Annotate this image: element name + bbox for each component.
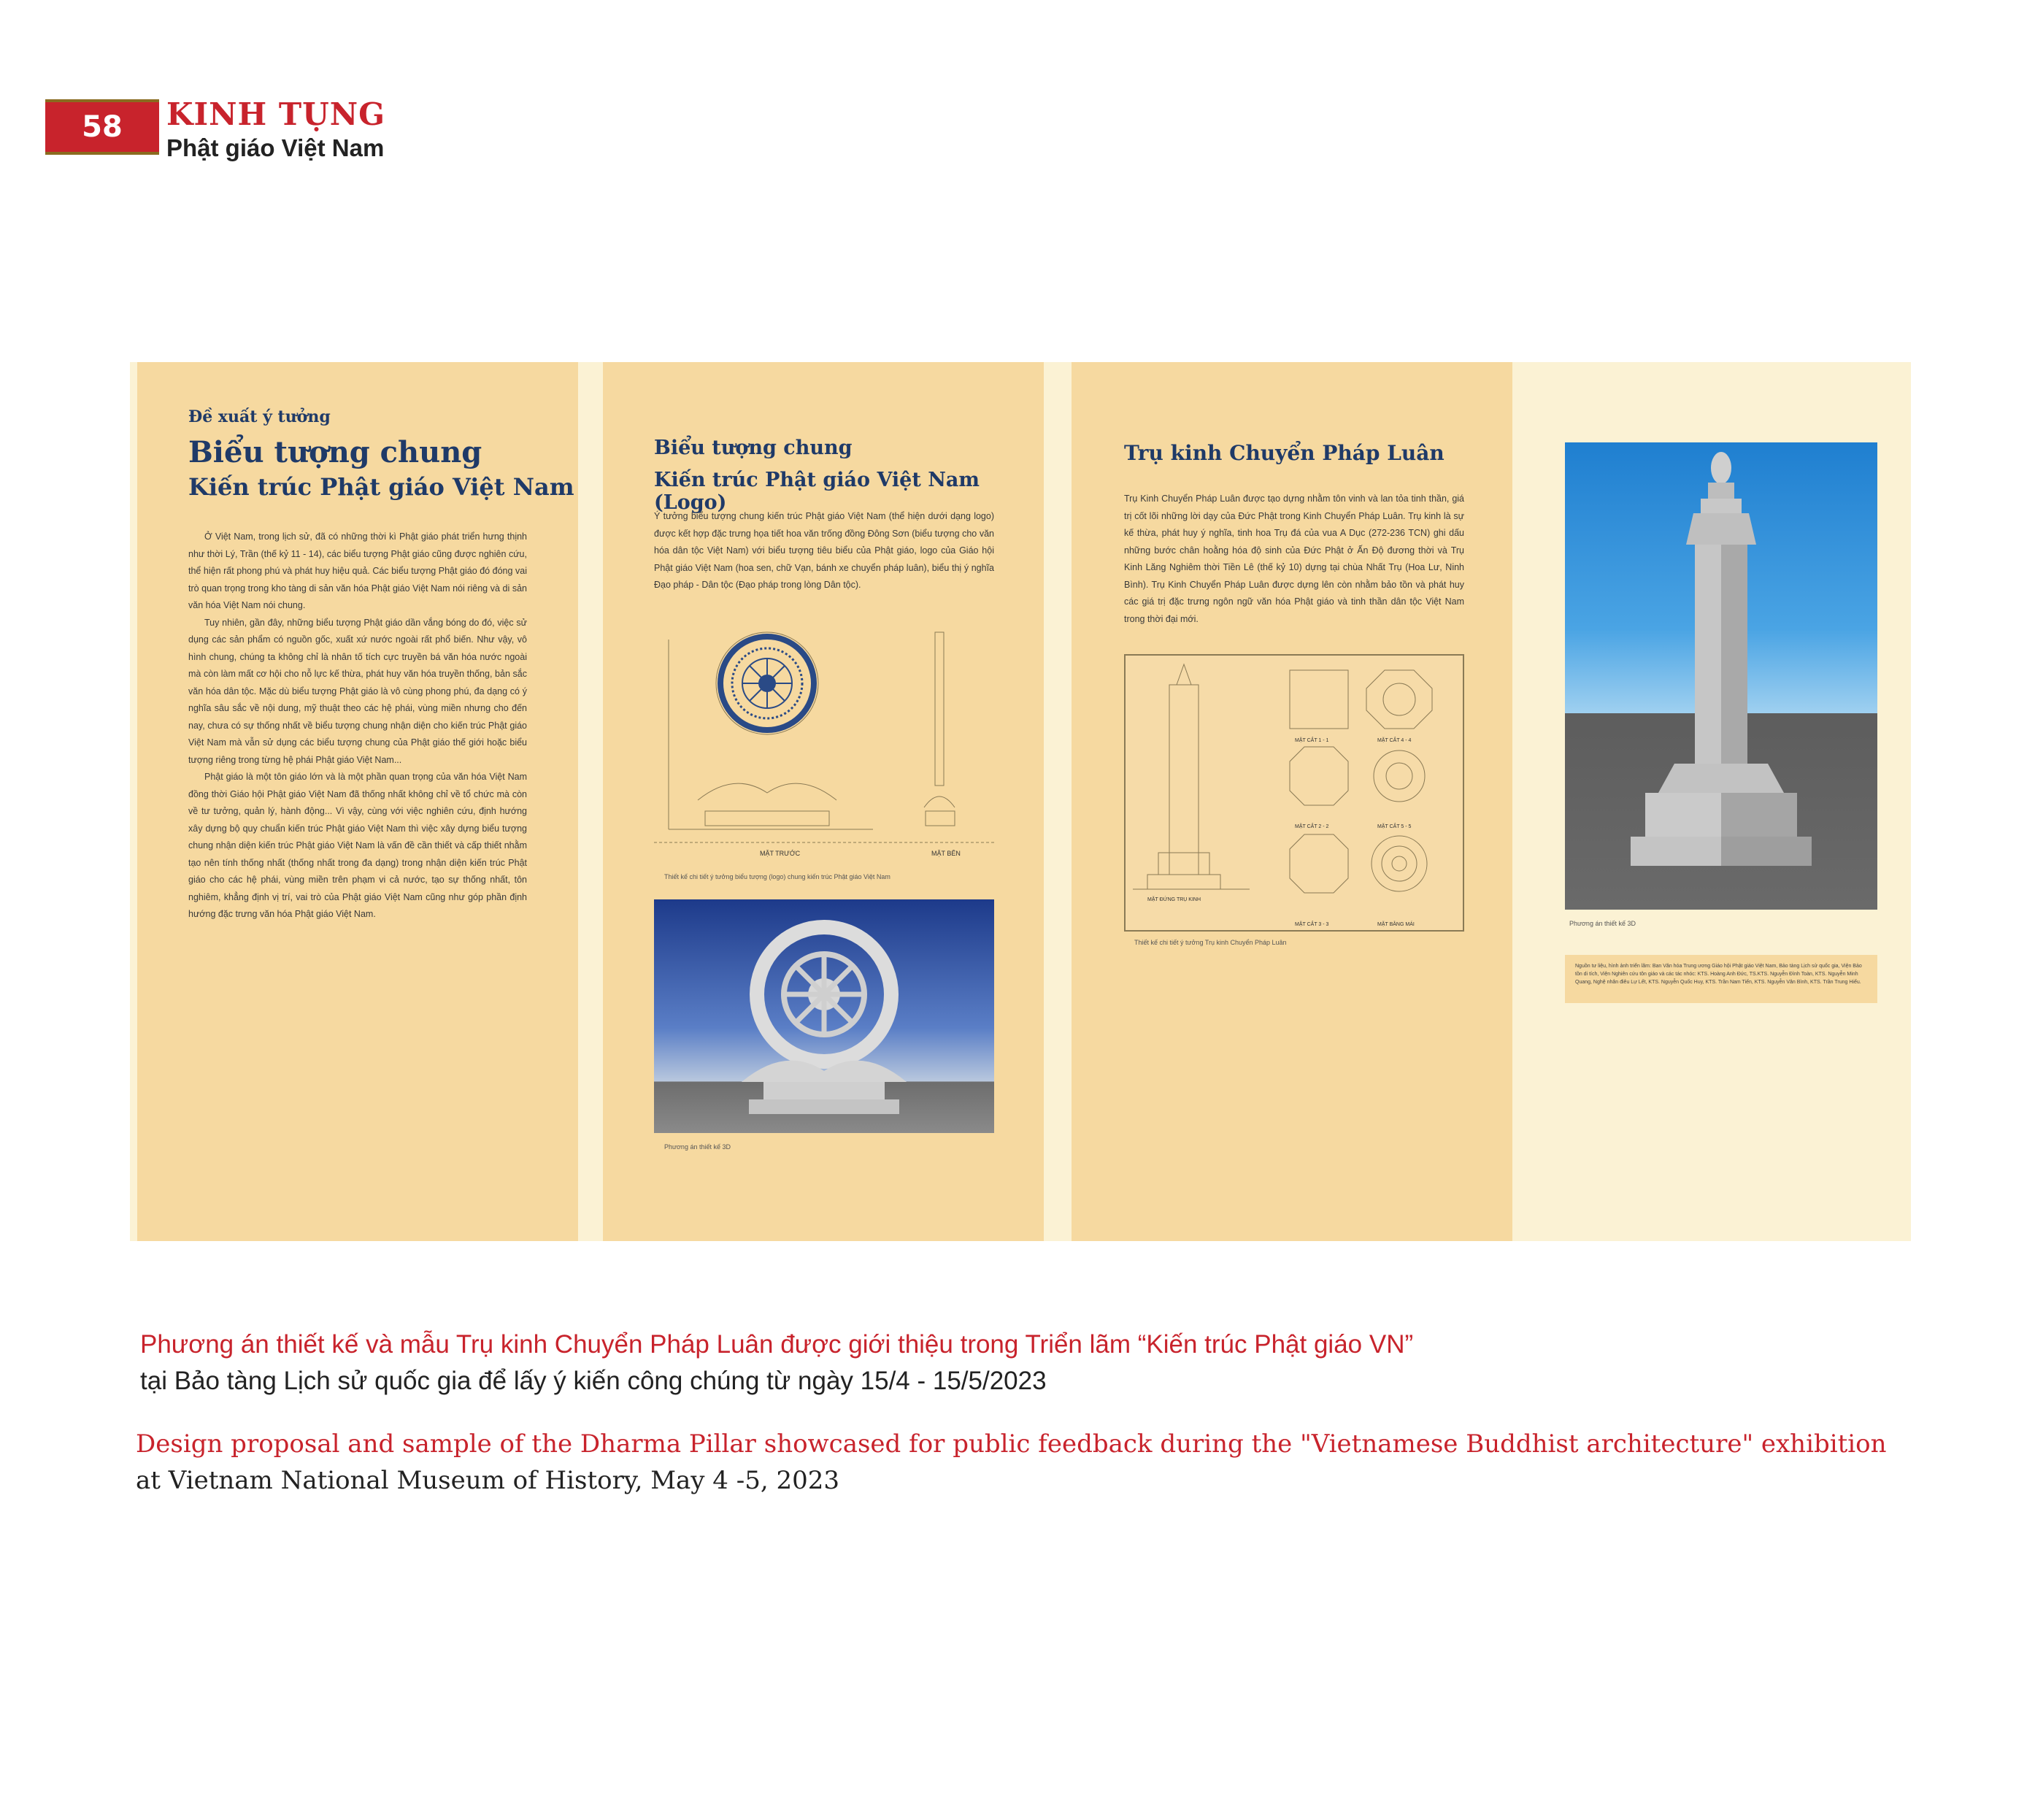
pillar-technical-drawing — [1124, 654, 1464, 932]
pillar-drawing-caption: Thiết kế chi tiết ý tưởng Trụ kinh Chuyển Pháp Luân — [1134, 939, 1287, 946]
logo-render-caption: Phương án thiết kế 3D — [664, 1143, 731, 1151]
front-view-label: MẶT TRƯỚC — [760, 850, 801, 857]
pillar-3d-render — [1565, 442, 1877, 910]
magazine-title: KINH TỤNG — [166, 96, 385, 132]
panel-symbol-proposal — [137, 362, 578, 1241]
caption-vietnamese-line2: tại Bảo tàng Lịch sử quốc gia để lấy ý kiến công chúng từ ngày 15/4 - 15/5/2023 — [140, 1367, 1047, 1395]
dharma-wheel-sculpture — [654, 899, 994, 1133]
panel2-body: Ý tưởng biểu tượng chung kiến trúc Phật giáo Việt Nam (thể hiện dưới dạng logo) được kết hợp đặc trưng họa tiết hoa văn trống đồng Đông Sơn (biểu tượng cho văn hóa dân tộc Việt Nam) với biểu tượng tiêu biểu của Phật giáo, logo của Giáo hội Phật giáo Việt Nam (hoa sen, chữ Vạn, bánh xe chuyển pháp luân), biểu thị ý nghĩa Đạo pháp - Dân tộc (Đạo pháp trong lòng Dân tộc). — [654, 511, 994, 590]
panel3-title: Trụ kinh Chuyển Pháp Luân — [1124, 441, 1444, 465]
panel-logo — [603, 362, 1044, 1241]
section-label: MẶT ĐỨNG TRỤ KINH — [1147, 897, 1201, 902]
logo-technical-drawing — [654, 625, 994, 859]
section-label: MẶT CẮT 4 - 4 — [1377, 738, 1412, 743]
section-label: MẶT CẮT 5 - 5 — [1377, 824, 1412, 829]
pillar-render-caption: Phương án thiết kế 3D — [1569, 920, 1636, 927]
section-label: MẶT CẮT 2 - 2 — [1295, 824, 1329, 829]
caption-vietnamese-line1: Phương án thiết kế và mẫu Trụ kinh Chuyển Pháp Luân được giới thiệu trong Triển lãm “Kiến trúc Phật giáo VN” — [140, 1330, 1414, 1359]
section-label: MẶT CẮT 1 - 1 — [1295, 738, 1329, 743]
caption-english-line2: at Vietnam National Museum of History, May 4 -5, 2023 — [136, 1466, 840, 1495]
panel1-paragraph: Ở Việt Nam, trong lịch sử, đã có những thời kì Phật giáo phát triển hưng thịnh như thời Lý, Trần (thế kỷ 11 - 14), các biểu tượng Phật giáo cũng được nghiên cứu, thể hiện rất phong phú và phát huy hiệu quả. Các biểu tượng Phật giáo đó đóng vai trò quan trọng trong kho tàng di sản văn hóa Phật giáo Việt Nam nói riêng và di sản văn hóa Việt Nam nói chung. — [188, 531, 527, 610]
logo-3d-render — [654, 899, 994, 1133]
caption-english-line1: Design proposal and sample of the Dharma Pillar showcased for public feedback during the "Vietnamese Buddhist architecture" exhibition — [136, 1429, 1887, 1459]
credits-box: Nguồn tư liệu, hình ảnh triển lãm: Ban Văn hóa Trung ương Giáo hội Phật giáo Việt Nam, Bảo tàng Lịch sử quốc gia, Viện Bảo tồn di tích, Viện Nghiên cứu tôn giáo và các tác nhóc: KTS. Hoàng Anh Đức, TS.KTS. Nguyễn Đình Toàn, KTS. Nguyễn Minh Quang, Nghệ nhân điêu Lự Lết, KTS. Nguyễn Quốc Huy, KTS. Trần Nam Tiến, KTS. Nguyễn Văn Bình, KTS. Trần Trung Hiếu. — [1565, 955, 1877, 1003]
panel2-title-line1: Biểu tượng chung — [654, 437, 853, 459]
panel1-subtitle: Kiến trúc Phật giáo Việt Nam — [188, 473, 574, 501]
exhibition-board — [130, 362, 1911, 1241]
magazine-subtitle: Phật giáo Việt Nam — [166, 134, 385, 161]
section-label: MẶT BẰNG MÁI — [1377, 922, 1415, 927]
pillar-drawing-svg — [1126, 656, 1463, 930]
panel1-paragraph: Tuy nhiên, gần đây, những biểu tượng Phật giáo dần vắng bóng do đó, việc sử dụng các sản phẩm có nguồn gốc, xuất xứ nước ngoài rất phổ biến. Như vậy, vô hình chung, chúng ta không chỉ là nhân tố tích cực truyền bá văn hóa nước ngoài mà còn làm mất cơ hội cho nỗ lực kế thừa, phát huy văn hóa truyền thống, bản sắc văn hóa dân tộc. Mặc dù biểu tượng Phật giáo là vô cùng phong phú, đa dạng có ý nghĩa sâu sắc về nội dung, mỹ thuật theo các hệ phái, vùng miền nhưng cho đến nay, chưa có sự thống nhất về biểu tượng chung nhận diện cho kiến trúc Phật giáo Việt Nam mà vẫn sử dụng các biểu tượng chung của Phật giáo thế giới hoặc biểu tượng riêng trong từng hệ phái Phật giáo Việt Nam... — [188, 617, 527, 765]
logo-drawing-caption: Thiết kế chi tiết ý tưởng biểu tượng (logo) chung kiến trúc Phật giáo Việt Nam — [664, 873, 890, 880]
panel1-title: Biểu tượng chung — [188, 435, 482, 469]
section-label: MẶT CẮT 3 - 3 — [1295, 922, 1329, 927]
stone-pillar-illustration — [1565, 442, 1877, 910]
panel2-title-line2: Kiến trúc Phật giáo Việt Nam (Logo) — [654, 469, 980, 514]
panel1-kicker: Đề xuất ý tưởng — [188, 407, 331, 426]
side-view-label: MẶT BÊN — [931, 850, 961, 857]
panel1-body — [188, 529, 527, 924]
panel1-paragraph: Phật giáo là một tôn giáo lớn và là một phần quan trọng của văn hóa Việt Nam đồng thời Giáo hội Phật giáo Việt Nam đã thống nhất không chỉ về tổ chức mà còn về tư tưởng, quản lý, hành động... Vì vậy, cùng với việc nghiên cứu, định hướng xây dựng bộ quy chuẩn kiến trúc Phật giáo Việt Nam thì việc xây dựng biểu tượng chung nhận diện kiến trúc Phật giáo Việt Nam là vấn đề cần thiết và cấp thiết nhằm tạo nên tính thống nhất (thống nhất trong đa dạng) trong nhận diện kiến trúc Phật giáo cho các hệ phái, vùng miền trên phạm vi cả nước, tạo sự thống nhất, tôn nghiêm, khẳng định vị trí, vai trò của Phật giáo Việt Nam cũng như góp phần định hướng đặc trưng văn hóa Phật giáo Việt Nam. — [188, 772, 527, 919]
panel-dharma-pillar — [1072, 362, 1512, 1241]
panel3-body: Trụ Kinh Chuyển Pháp Luân được tạo dựng nhằm tôn vinh và lan tỏa tinh thần, giá trị cốt lõi những lời dạy của Đức Phật trong Kinh Chuyển Pháp Luân. Trụ kinh là sự kế thừa, phát huy ý nghĩa, tinh hoa Trụ đá của vua A Dục (272-236 TCN) ghi dấu những bước chân hoằng hóa độ sinh của Đức Phật ở Ấn Độ đương thời và Trụ Kinh Lăng Nghiêm thời Tiền Lê (thế kỷ 10) dựng tại chùa Nhất Trụ (Hoa Lư, Ninh Bình). Trụ Kinh Chuyển Pháp Luân được dựng lên còn nhằm bảo tồn và phát huy các giá trị đặc trưng ngôn ngữ văn hóa Phật giáo và tinh thần dân tộc Việt Nam trong thời đại mới. — [1124, 494, 1464, 624]
panel-pillar-render — [1512, 362, 1911, 1241]
page-number: 58 — [45, 99, 159, 155]
